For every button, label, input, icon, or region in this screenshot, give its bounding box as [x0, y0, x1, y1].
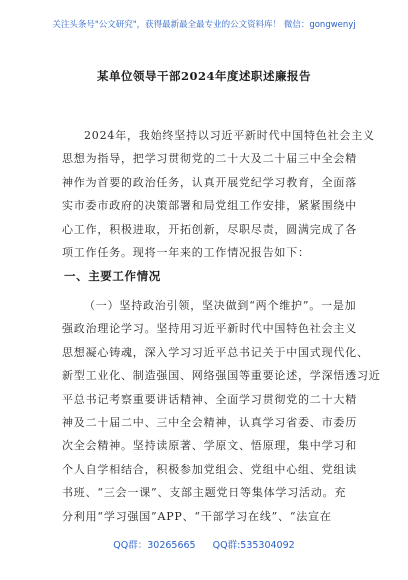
- section-line: 分利用“学习强国”APP、“干部学习在线”、“法宣在: [62, 509, 332, 523]
- section-line: 个人自学相结合，积极参加党组会、党组中心组、党组读: [62, 462, 357, 476]
- intro-line: 2024年，我始终坚持以习近平新时代中国特色社会主义: [84, 129, 375, 142]
- section-heading: 一、主要工作情况: [64, 269, 161, 283]
- section-line: 强政治理论学习。坚持用习近平新时代中国特色社会主义: [62, 322, 357, 336]
- intro-line: 思想为指导，把学习贯彻党的二十大及二十届三中全会精: [62, 152, 357, 166]
- intro-line: 神作为首要的政治任务，认真开展党纪学习教育，全面落: [62, 175, 357, 189]
- section-line: 新型工业化、制造强国、网络强国等重要论述，学深悟透习近: [62, 369, 381, 383]
- section-paragraph: [62, 294, 381, 528]
- document-title: 某单位领导干部2024年度述职述廉报告: [96, 69, 311, 83]
- section-line: 平总书记考察重要讲话精神、全面学习贯彻党的二十大精: [62, 392, 357, 406]
- section-line: 书班、“三会一课”、支部主题党日等集体学习活动。充: [62, 486, 347, 500]
- intro-line: 心工作，积极进取，开拓创新，尽职尽责，圆满完成了各: [62, 222, 357, 236]
- section-line: 神及二十届二中、三中全会精神，认真学习省委、市委历: [62, 416, 357, 430]
- header-banner: 关注头条号"公文研究"，获得最新最全最专业的公文资料库！ 微信：gongwenyj: [52, 20, 356, 30]
- intro-line: 实市委市政府的决策部署和局党组工作安排，紧紧围绕中: [62, 199, 357, 213]
- intro-paragraph: [62, 124, 375, 264]
- intro-line: 项工作任务。现将一年来的工作情况报告如下：: [62, 246, 310, 260]
- section-line: 次全会精神。坚持读原著、学原文、悟原理，集中学习和: [62, 439, 357, 453]
- footer-qq-groups: QQ群：30265665 QQ群:535304092: [113, 540, 295, 551]
- section-line: （一）坚持政治引领，坚决做到“两个维护”。一是加: [84, 299, 357, 312]
- section-line: 思想凝心铸魂，深入学习习近平总书记关于中国式现代化、: [62, 345, 369, 359]
